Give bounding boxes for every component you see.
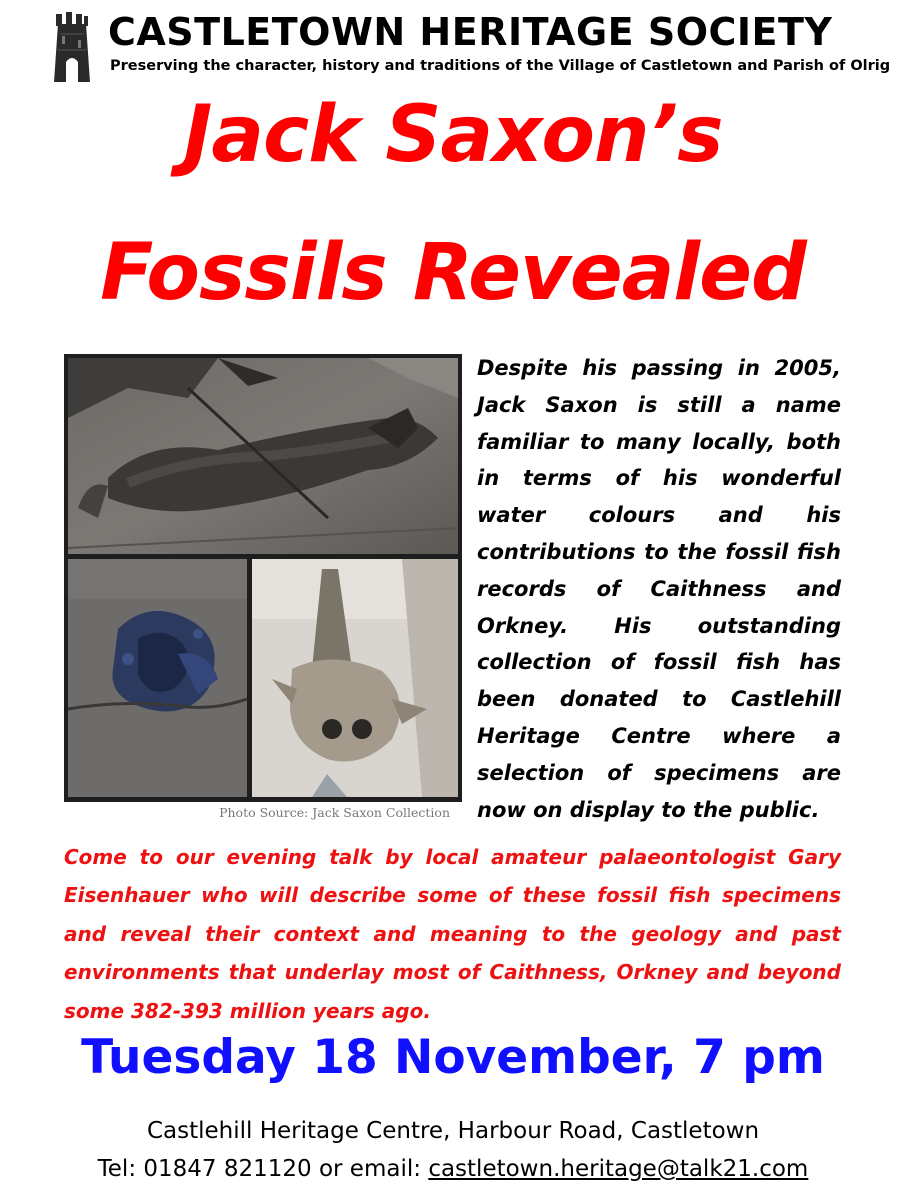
poster-title-line-2: Fossils Revealed	[100, 228, 806, 318]
blue-fossil-photo	[68, 559, 247, 797]
email-link[interactable]: castletown.heritage@talk21.com	[428, 1156, 809, 1182]
poster-title-line-1: Jack Saxon’s	[183, 90, 723, 180]
event-date-time: Tuesday 18 November, 7 pm	[81, 1030, 825, 1085]
fossil-fish-slab-photo	[68, 358, 458, 554]
venue-address: Castlehill Heritage Centre, Harbour Road, Castletown	[146, 1118, 760, 1144]
fossil-fish-model-photo	[252, 559, 458, 797]
contact-telephone: Tel: 01847 821120 or email:	[97, 1156, 429, 1182]
organization-name: CASTLETOWN HERITAGE SOCIETY	[108, 10, 833, 54]
talk-description: Come to our evening talk by local amateur palaeontologist Gary Eisenhauer who will describe some of these fossil fish specimens and reveal their context and meaning to the geology and past environments that underlay most of Caithness, Orkney and beyond some 382-393 million years ago.	[64, 845, 841, 1023]
castle-tower-icon	[48, 10, 96, 82]
fossil-photo-collage	[64, 354, 462, 802]
photo-credit: Photo Source: Jack Saxon Collection	[219, 805, 450, 820]
intro-paragraph: Despite his passing in 2005, Jack Saxon is still a name familiar to many locally, both in terms of his wonderful water colours and his contributions to the fossil fish records of Caithness and Orkney. His outstanding collection of fossil fish has been donated to Castlehill Heritage Centre where a selection of specimens are now on display to the public.	[477, 356, 841, 822]
organization-tagline: Preserving the character, history and traditions of the Village of Castletown and Parish of Olrig	[110, 58, 891, 74]
header	[48, 6, 891, 82]
contact-line	[0, 1156, 906, 1182]
